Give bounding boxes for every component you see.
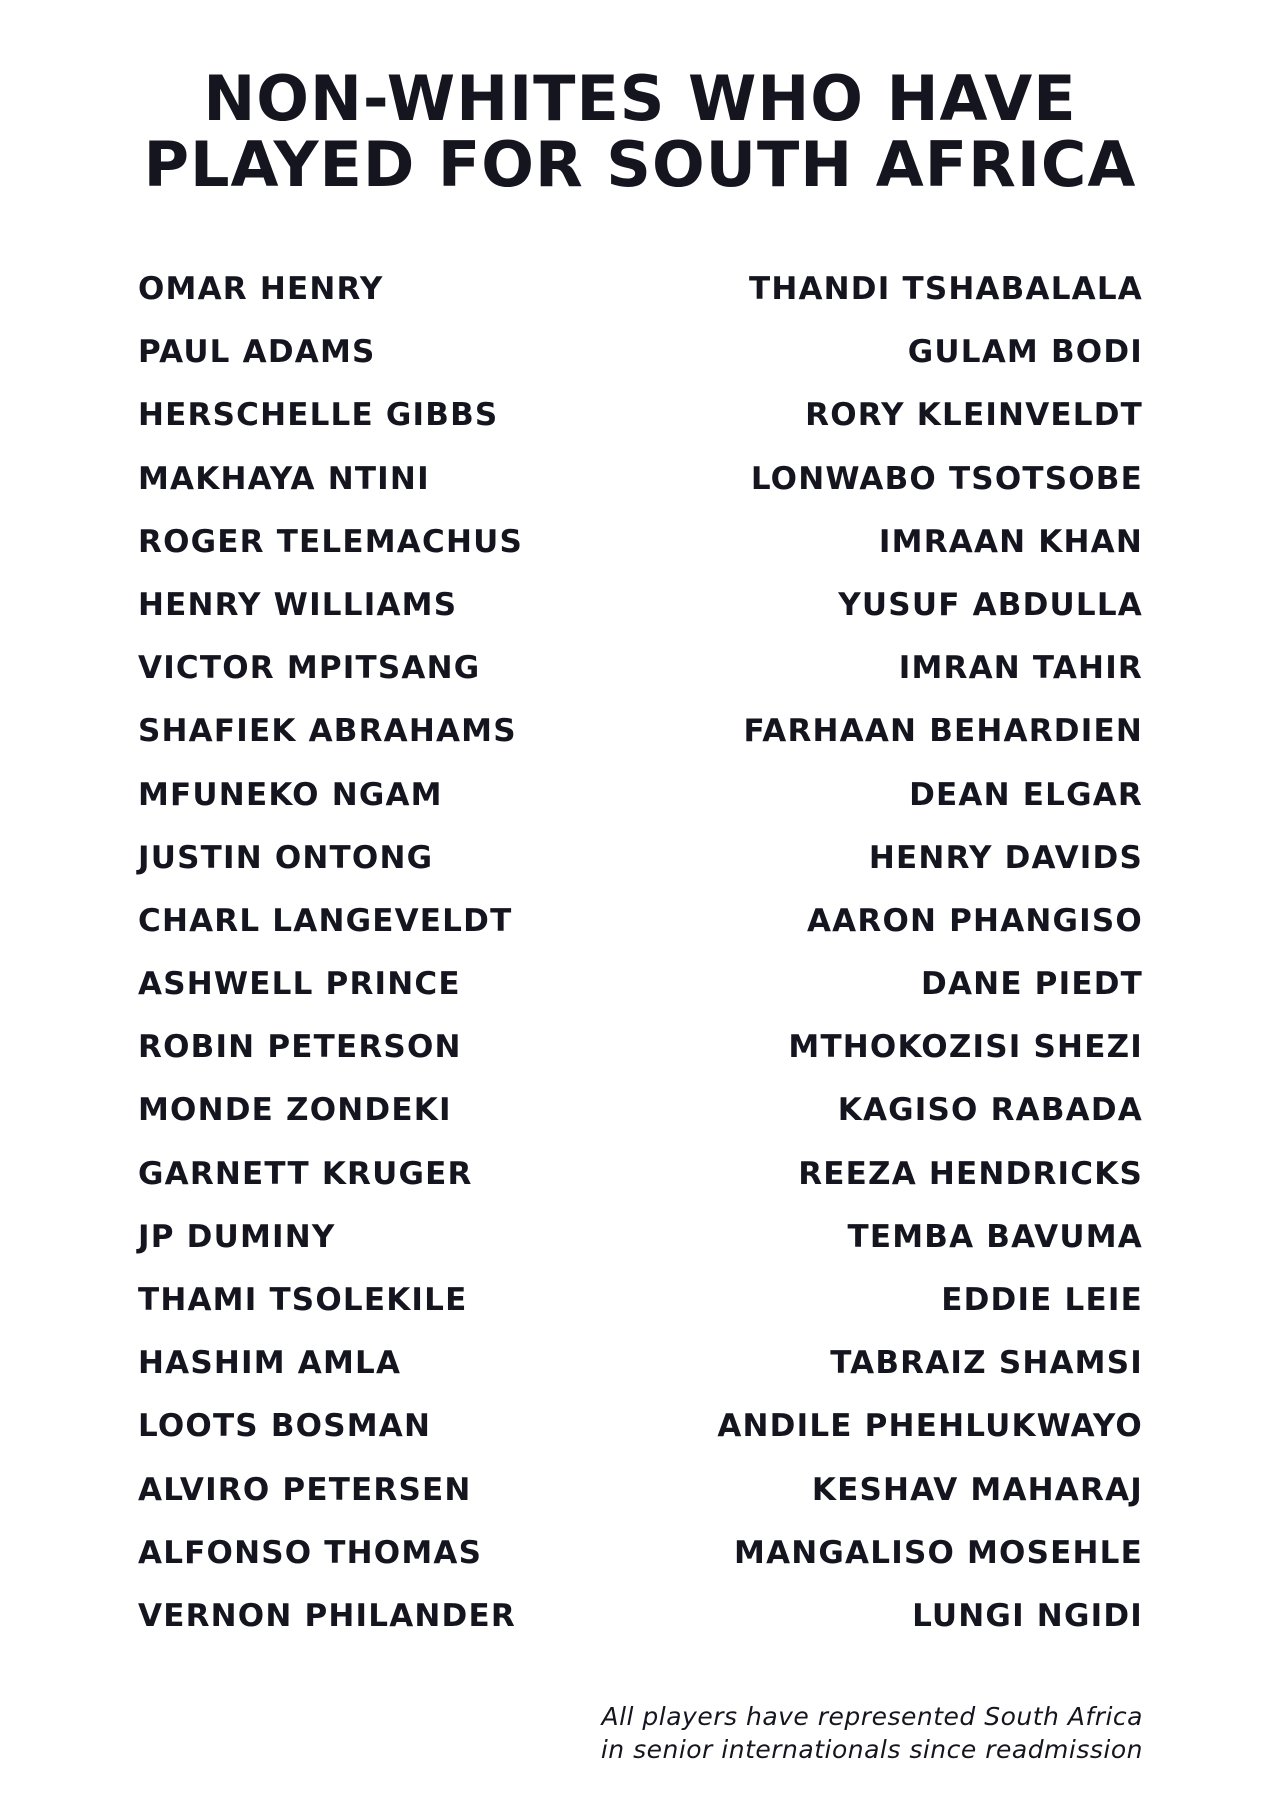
player-list-left — [138, 270, 658, 1660]
player-name: DEAN ELGAR — [909, 776, 1143, 813]
player-name: RORY KLEINVELDT — [805, 397, 1143, 434]
player-name: HASHIM AMLA — [138, 1345, 402, 1382]
player-name: MAKHAYA NTINI — [138, 460, 430, 497]
player-name: MONDE ZONDEKI — [138, 1092, 452, 1129]
player-name: THAMI TSOLEKILE — [138, 1282, 468, 1318]
player-name: ANDILE PHEHLUKWAYO — [717, 1408, 1143, 1445]
player-name: JP DUMINY — [138, 1218, 336, 1255]
player-name: FARHAAN BEHARDIEN — [743, 713, 1143, 750]
player-name: LOOTS BOSMAN — [138, 1408, 432, 1445]
player-name: THANDI TSHABALALA — [748, 271, 1143, 307]
player-name: MFUNEKO NGAM — [138, 776, 443, 813]
player-name: HERSCHELLE GIBBS — [138, 397, 499, 434]
player-name: TEMBA BAVUMA — [847, 1218, 1143, 1255]
player-name: PAUL ADAMS — [138, 334, 376, 371]
player-name: ROBIN PETERSON — [138, 1029, 462, 1066]
player-name: IMRAAN KHAN — [878, 523, 1143, 560]
player-name: GULAM BODI — [907, 334, 1143, 371]
player-name: LONWABO TSOTSOBE — [750, 460, 1143, 497]
page-title — [0, 62, 1280, 201]
player-name: ALFONSO THOMAS — [138, 1534, 483, 1571]
player-name: TABRAIZ SHAMSI — [830, 1345, 1143, 1382]
player-name: HENRY DAVIDS — [868, 839, 1143, 876]
footnote-line-2: in senior internationals since readmission — [600, 1735, 1143, 1764]
player-name: MANGALISO MOSEHLE — [734, 1534, 1143, 1571]
player-name: YUSUF ABDULLA — [838, 586, 1143, 623]
title-line-2: PLAYED FOR SOUTH AFRICA — [143, 128, 1137, 201]
player-name: GARNETT KRUGER — [138, 1155, 473, 1192]
player-name: KESHAV MAHARAJ — [811, 1471, 1143, 1508]
player-name: CHARL LANGEVELDT — [138, 902, 513, 939]
player-name: DANE PIEDT — [921, 966, 1143, 1003]
player-name: VERNON PHILANDER — [138, 1597, 516, 1634]
player-name: KAGISO RABADA — [837, 1092, 1143, 1129]
player-name: EDDIE LEIE — [941, 1282, 1143, 1318]
footnote-line-1: All players have represented South Africa — [601, 1702, 1143, 1731]
player-name: AARON PHANGISO — [806, 902, 1143, 939]
player-name: ROGER TELEMACHUS — [138, 523, 523, 560]
player-name: REEZA HENDRICKS — [798, 1155, 1143, 1192]
player-name: ALVIRO PETERSEN — [138, 1471, 472, 1508]
player-name: LUNGI NGIDI — [912, 1597, 1143, 1634]
player-name: MTHOKOZISI SHEZI — [788, 1029, 1143, 1066]
title-line-1: NON-WHITES WHO HAVE — [203, 62, 1077, 135]
player-name: ASHWELL PRINCE — [138, 966, 461, 1003]
player-name: JUSTIN ONTONG — [138, 839, 434, 876]
footnote — [443, 1700, 1143, 1766]
player-name: IMRAN TAHIR — [898, 650, 1143, 687]
player-list-right — [583, 270, 1143, 1660]
player-name: HENRY WILLIAMS — [138, 586, 458, 623]
player-name: VICTOR MPITSANG — [138, 650, 481, 687]
player-name: OMAR HENRY — [138, 271, 384, 307]
player-name: SHAFIEK ABRAHAMS — [138, 713, 517, 750]
